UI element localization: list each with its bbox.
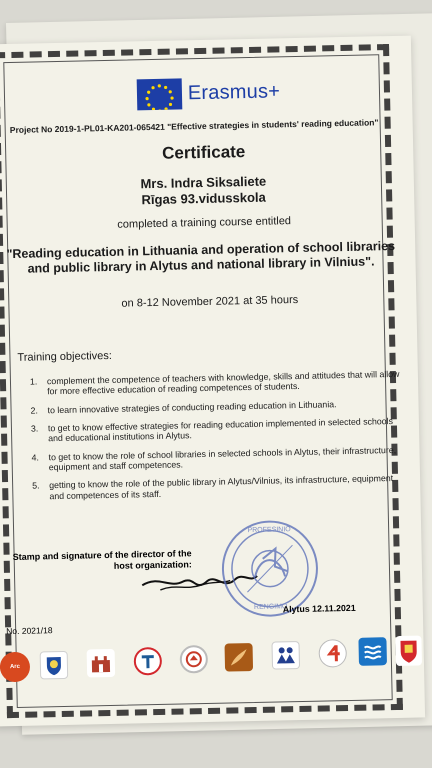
- objective-text: to learn innovative strategies of conducting reading education in Lithuania.: [47, 398, 337, 415]
- completion-statement: completed a training course entitled: [117, 214, 292, 231]
- recipient-block: [10, 171, 398, 212]
- signature-label: Stamp and signature of the director of the host organization:: [12, 548, 192, 571]
- objective-item: [30, 397, 400, 415]
- objective-item: [32, 473, 402, 501]
- partner-logo-coat-of-arms: [395, 635, 422, 666]
- project-number: Project No 2019-1-PL01-KA201-065421 "Effective strategies in students' reading education": [9, 117, 379, 135]
- objective-item: [31, 416, 401, 444]
- objective-number: 4.: [31, 452, 40, 463]
- erasmus-logo: [22, 74, 396, 113]
- objective-number: 1.: [29, 376, 38, 387]
- objective-number: 5.: [32, 480, 40, 491]
- partner-logo-four: [318, 639, 347, 668]
- partner-logos: [0, 632, 406, 685]
- erasmus-wordmark: Erasmus+: [187, 80, 281, 105]
- certificate-content: [0, 74, 404, 510]
- partner-logo-people: [271, 641, 300, 670]
- course-title: "Reading education in Lithuania and operation of school libraries and public library in Alytus and national library in Vilnius".: [6, 238, 396, 276]
- recipient-name: Mrs. Indra Siksaliete: [140, 173, 267, 192]
- certificate-paper: [0, 36, 425, 727]
- svg-text:RENGIMO: RENGIMO: [253, 603, 288, 611]
- objective-item: [31, 445, 401, 473]
- partner-logo-text: Arc: [9, 663, 21, 671]
- objective-number: 2.: [30, 404, 39, 416]
- partner-logo-crest: [40, 651, 69, 680]
- objective-text: getting to know the role of the public library in Alytus/Vilnius, its infrastructure, equipment and competences of its staff.: [49, 473, 394, 502]
- place-and-date: Alytus 12.11.2021: [282, 602, 356, 615]
- partner-logo-t: [134, 647, 163, 676]
- eu-flag-icon: [137, 78, 183, 110]
- partner-logo-waves: [358, 637, 387, 666]
- recipient-school: Rīgas 93.vidusskola: [141, 189, 266, 208]
- objective-text: to get to know the role of school libraries in selected schools in Alytus, their infrastructure, equipment and staff competences.: [48, 444, 397, 473]
- objective-item: [30, 369, 400, 397]
- partner-logo-orange: [225, 643, 254, 672]
- objective-number: 3.: [30, 423, 39, 434]
- training-objectives-list: [30, 369, 404, 502]
- certificate-title: Certificate: [161, 142, 246, 163]
- objective-text: complement the competence of teachers with knowledge, skills and attitudes that will allow for more effective education of reading competences of students.: [46, 368, 400, 397]
- training-objectives-title: Training objectives:: [17, 349, 112, 364]
- objective-text: to get to know effective strategies for reading education implemented in selected schools and educational institutions in Alytus.: [47, 415, 394, 444]
- partner-logo-arc: [0, 652, 30, 683]
- certificate-number: No. 2021/18: [6, 625, 53, 637]
- course-dates: on 8-12 November 2021 at 35 hours: [121, 293, 299, 310]
- partner-logo-castle: [87, 649, 116, 678]
- partner-logo-ring: [180, 645, 209, 674]
- svg-text:PROFESINIO: PROFESINIO: [247, 526, 291, 535]
